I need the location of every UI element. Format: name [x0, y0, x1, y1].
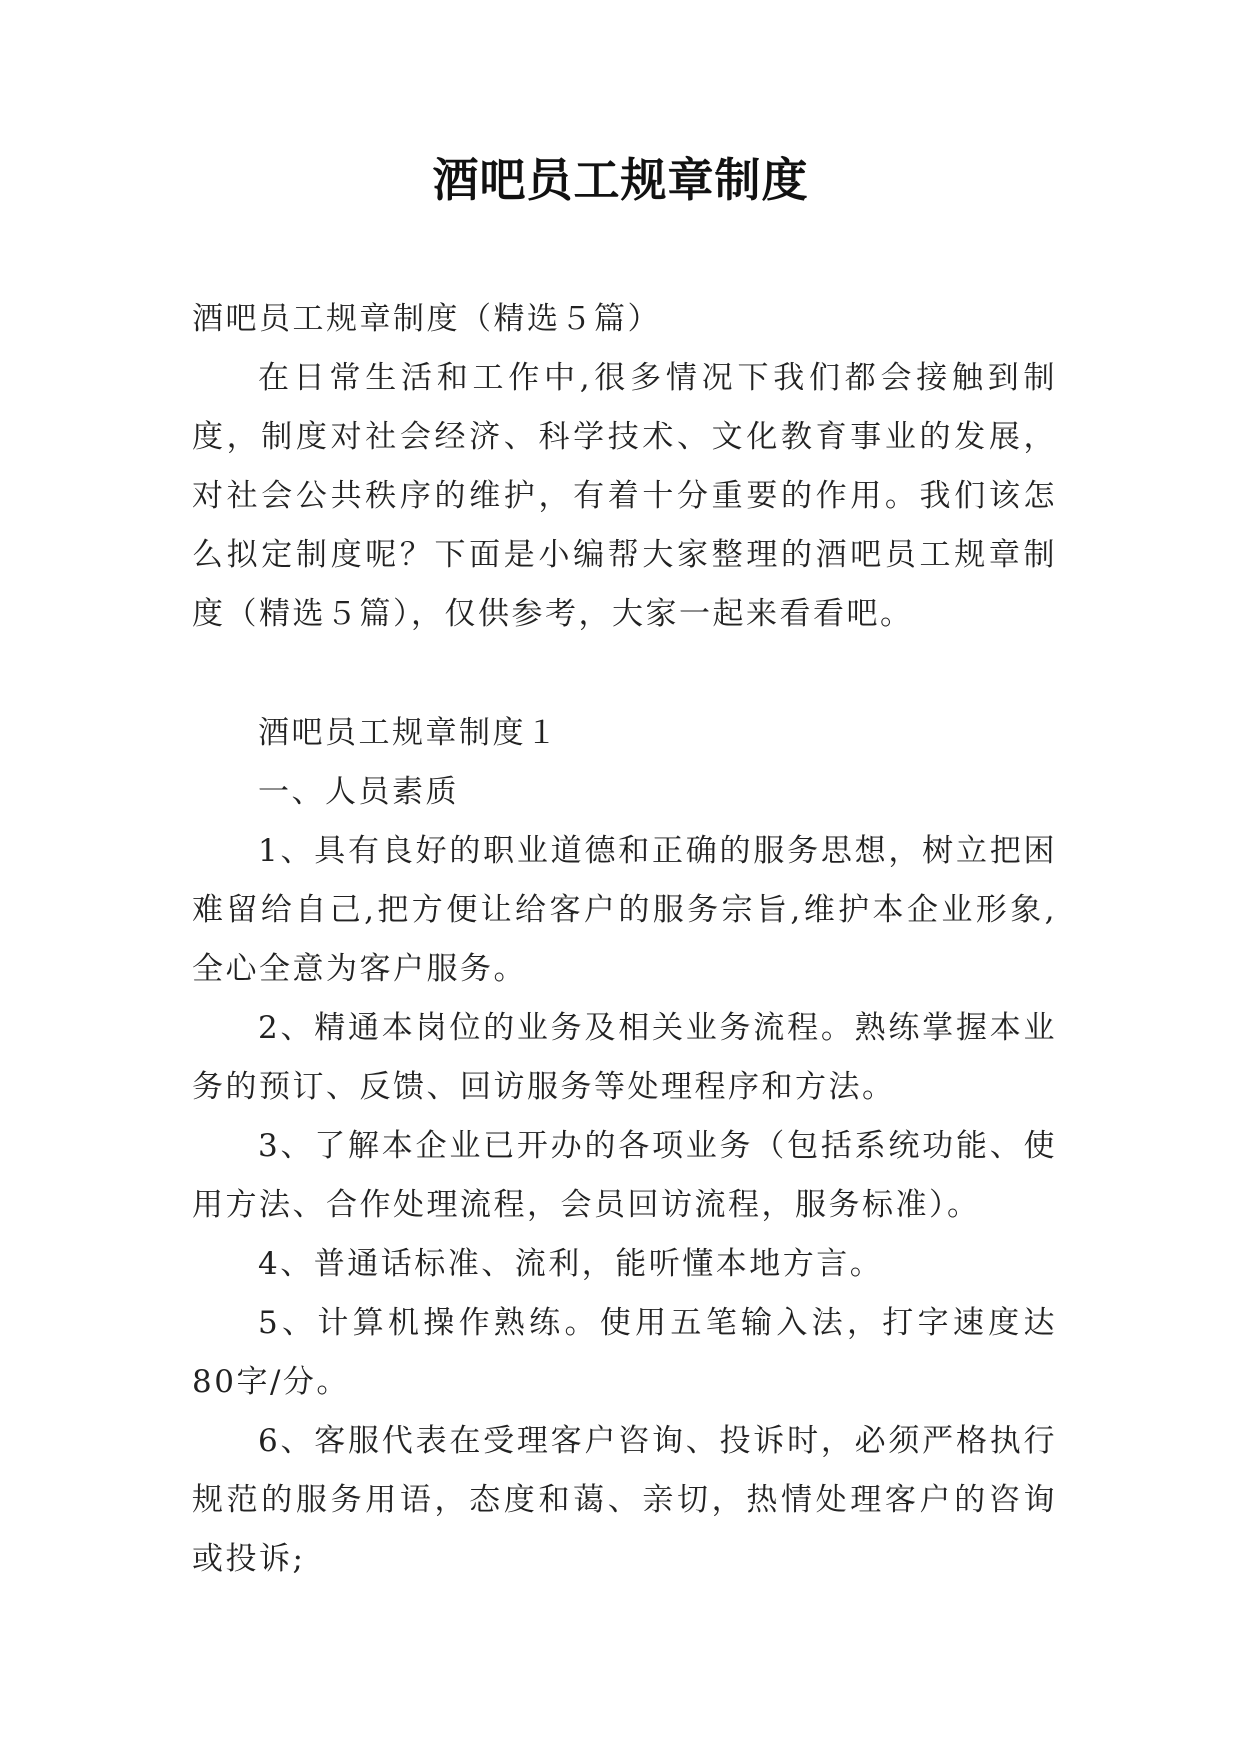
section-title: 酒吧员工规章制度１ [258, 715, 560, 751]
document-body [192, 290, 1057, 1589]
list-item: 6、客服代表在受理客户咨询、投诉时，必须严格执行规范的服务用语，态度和蔼、亲切，热情处理客户的咨询或投诉; [192, 1423, 1057, 1577]
list-item: 3、了解本企业已开办的各项业务（包括系统功能、使用方法、合作处理流程，会员回访流程，服务标准）。 [192, 1128, 1057, 1223]
subsection-title: 一、人员素质 [258, 774, 459, 810]
paragraph-gap [192, 644, 1057, 704]
document-subtitle: 酒吧员工规章制度（精选５篇） [192, 301, 661, 337]
list-item: 5、计算机操作熟练。使用五笔输入法，打字速度达80字/分。 [192, 1305, 1057, 1400]
list-item: 4、普通话标准、流利，能听懂本地方言。 [258, 1246, 884, 1282]
document-title: 酒吧员工规章制度 [432, 153, 809, 207]
list-item: 1、具有良好的职业道德和正确的服务思想，树立把困难留给自己,把方便让给客户的服务宗旨,维护本企业形象,全心全意为客户服务。 [192, 833, 1057, 987]
intro-paragraph: 在日常生活和工作中,很多情况下我们都会接触到制度，制度对社会经济、科学技术、文化教育事业的发展，对社会公共秩序的维护，有着十分重要的作用。我们该怎么拟定制度呢？下面是小编帮大家整理的酒吧员工规章制度（精选５篇），仅供参考，大家一起来看看吧。 [192, 360, 1057, 632]
list-item: 2、精通本岗位的业务及相关业务流程。熟练掌握本业务的预订、反馈、回访服务等处理程序和方法。 [192, 1010, 1057, 1105]
